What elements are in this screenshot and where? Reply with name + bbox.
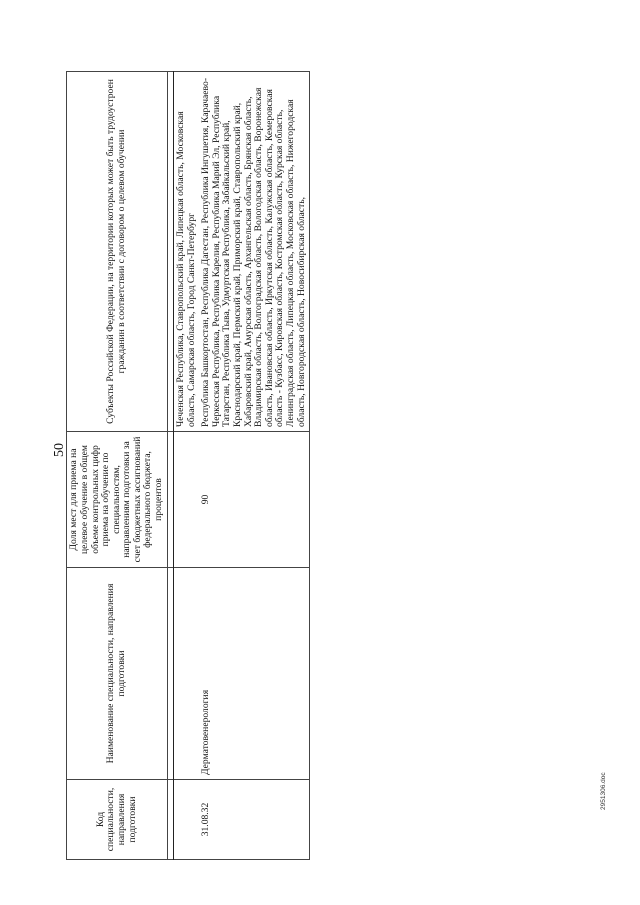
table-row	[199, 72, 309, 860]
page-number: 50	[52, 443, 67, 457]
rotated-page	[0, 30, 640, 870]
cell-code	[174, 780, 200, 860]
target-training-table	[66, 71, 310, 860]
cell-code: 31.08.32	[199, 780, 309, 860]
header-row	[67, 72, 168, 860]
header-regions: Субъекты Российской Федерации, на территории которых может быть трудоустроен гражданин в соответствии с договором о целевом обучении	[67, 72, 168, 432]
header-share: Доля мест для приема на целевое обучение в общем объеме контрольных цифр приема на обучение по специальностям, направлениям подготовки за счет бюджетных ассигнований федерального бюджета, процентов	[67, 432, 168, 568]
cell-name	[174, 568, 200, 780]
header-code: Код специальности, направления подготовки	[67, 780, 168, 860]
cell-regions: Чеченская Республика, Ставропольский край, Липецкая область, Московская область, Самарская область, Город Санкт-Петербург	[174, 72, 200, 432]
cell-share: 90	[199, 432, 309, 568]
table-row-continuation	[174, 72, 200, 860]
header-name: Наименование специальности, направления подготовки	[67, 568, 168, 780]
cell-regions: Республика Башкортостан, Республика Дагестан, Республика Ингушетия, Карачаево-Черкесская Республика, Республика Карелия, Республика Марий Эл, Республика Татарстан, Республика Тыва, Удмуртская Республика, Забайкальский край, Краснодарский край, Пермский край, Приморский край, Ставропольский край, Хабаровский край, Амурская область, Архангельская область, Брянская область, Владимирская область, Волгоградская область, Вологодская область, Воронежская область, Ивановская область, Иркутская область, Калужская область, Кемеровская область - Кузбасс, Кировская область, Костромская область, Курская область, Ленинградская область, Липецкая область, Московская область, Нижегородская область, Новгородская область, Новосибирская область,	[199, 72, 309, 432]
footer-filename: 2951306.doc	[600, 772, 607, 810]
cell-name: Дерматовенерология	[199, 568, 309, 780]
cell-share	[174, 432, 200, 568]
